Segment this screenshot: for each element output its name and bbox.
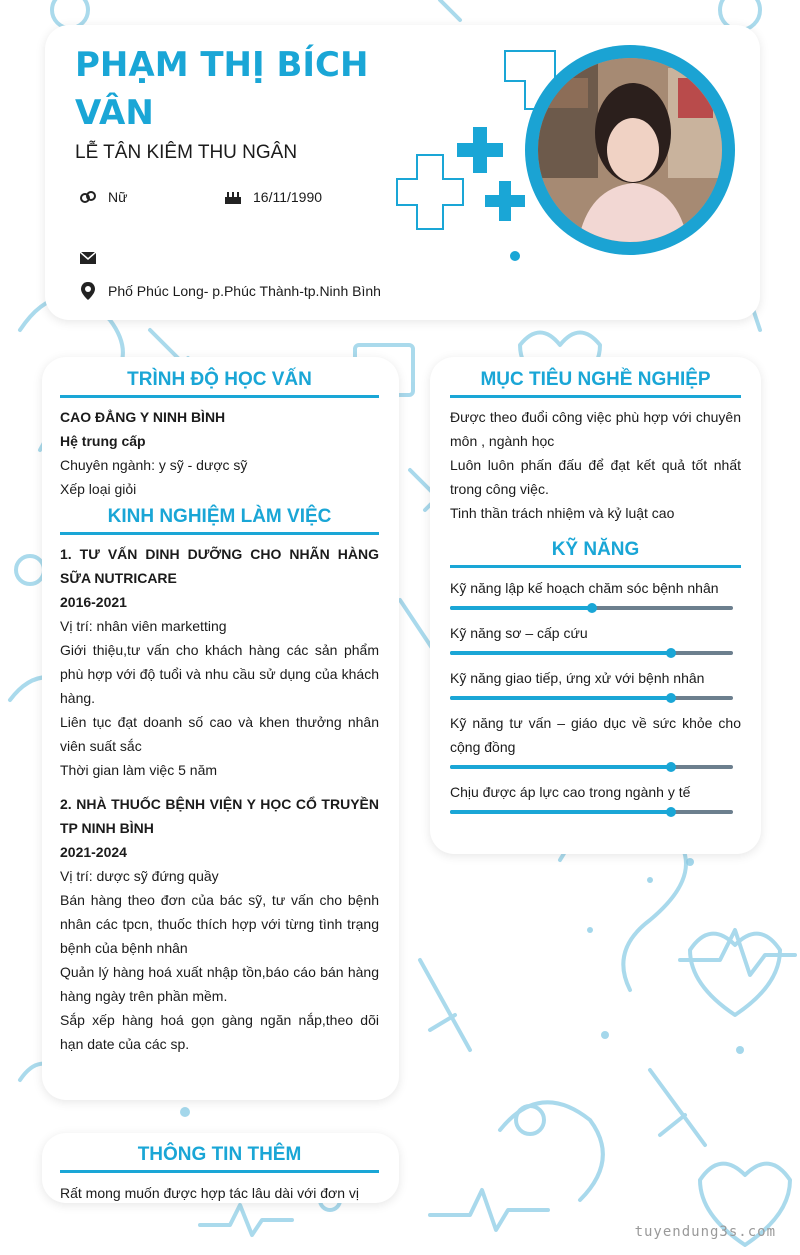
experience-job-2 bbox=[60, 792, 379, 1056]
job-line: Liên tục đạt doanh số cao và khen thưởng nhân viên suất sắc bbox=[60, 714, 379, 754]
education-body bbox=[60, 405, 379, 501]
education-grade: Xếp loại giỏi bbox=[60, 481, 137, 497]
education-school: CAO ĐẲNG Y NINH BÌNH bbox=[60, 409, 226, 425]
pill-icon bbox=[16, 556, 44, 584]
map-pin-icon bbox=[78, 283, 98, 299]
skill-bar-fill bbox=[450, 696, 671, 700]
education-system: Hệ trung cấp bbox=[60, 433, 146, 449]
skill-bar-fill bbox=[450, 606, 592, 610]
address-value: Phố Phúc Long- p.Phúc Thành-tp.Ninh Bình bbox=[108, 283, 381, 299]
skill-bar bbox=[450, 606, 733, 610]
skill-bar-fill bbox=[450, 765, 671, 769]
syringe-icon bbox=[650, 1070, 705, 1145]
job-line: Vị trí: nhân viên marketting bbox=[60, 618, 227, 634]
stethoscope-icon bbox=[52, 0, 88, 28]
syringe-icon bbox=[420, 960, 470, 1050]
job-line: Bán hàng theo đơn của bác sỹ, tư vấn cho bệnh nhân các tpcn, thuốc thích hợp với từng tình trạng bệnh của bệnh nhân bbox=[60, 892, 379, 956]
candidate-name: PHẠM THỊ BÍCH VÂN bbox=[75, 45, 369, 133]
skill-label: Kỹ năng giao tiếp, ứng xử với bệnh nhân bbox=[450, 670, 705, 686]
extra-text: Rất mong muốn được hợp tác lâu dài với đơn vị bbox=[60, 1185, 360, 1201]
heartbeat-icon bbox=[200, 1205, 292, 1235]
birthday-row bbox=[223, 189, 322, 205]
heartbeat-icon bbox=[430, 1190, 548, 1230]
job-period: 2021-2024 bbox=[60, 844, 127, 860]
skills-title: KỸ NĂNG bbox=[450, 539, 741, 568]
email-row bbox=[78, 250, 108, 266]
address-row bbox=[78, 283, 381, 299]
objective-line: Tinh thần trách nhiệm và kỷ luật cao bbox=[450, 505, 675, 521]
skill-label: Kỹ năng sơ – cấp cứu bbox=[450, 625, 588, 641]
education-major: Chuyên ngành: y sỹ - dược sỹ bbox=[60, 457, 248, 473]
skill-bar-fill bbox=[450, 810, 671, 814]
job-line: Sắp xếp hàng hoá gọn gàng ngăn nắp,theo dõi hạn date của các sp. bbox=[60, 1012, 379, 1052]
objective-skills-card bbox=[430, 357, 761, 854]
extra-title: THÔNG TIN THÊM bbox=[60, 1144, 379, 1173]
objective-body bbox=[450, 405, 741, 525]
skill-bar-knob bbox=[666, 807, 676, 817]
job-period: 2016-2021 bbox=[60, 594, 127, 610]
birthday-cake-icon bbox=[223, 189, 243, 205]
job-company: 1. TƯ VẤN DINH DƯỠNG CHO NHÃN HÀNG SỮA NUTRICARE bbox=[60, 546, 379, 586]
skill-bar-knob bbox=[666, 762, 676, 772]
skill-bar-knob bbox=[587, 603, 597, 613]
gender-icon bbox=[78, 189, 98, 205]
profile-photo-frame bbox=[525, 45, 735, 255]
job-line: Thời gian làm việc 5 năm bbox=[60, 762, 218, 778]
birthday-value: 16/11/1990 bbox=[253, 189, 323, 205]
syringe-icon bbox=[440, 0, 460, 20]
experience-job-1 bbox=[60, 542, 379, 782]
skill-bar bbox=[450, 765, 733, 769]
skill-label: Kỹ năng tư vấn – giáo dục về sức khỏe cho cộng đồng bbox=[450, 715, 741, 755]
header-card bbox=[45, 25, 760, 320]
job-line: Giới thiệu,tư vấn cho khách hàng các sản phẩm phù hợp với độ tuổi và nhu cầu sử dụng của khách hàng. bbox=[60, 642, 379, 706]
education-experience-card bbox=[42, 357, 399, 1100]
gender-value: Nữ bbox=[108, 189, 128, 205]
skill-bar bbox=[450, 696, 733, 700]
job-company: 2. NHÀ THUỐC BỆNH VIỆN Y HỌC CỔ TRUYỀN TP NINH BÌNH bbox=[60, 796, 379, 836]
skill-bar-knob bbox=[666, 648, 676, 658]
profile-photo bbox=[538, 58, 722, 242]
skill-bar-fill bbox=[450, 651, 671, 655]
job-line: Quản lý hàng hoá xuất nhập tồn,báo cáo bán hàng hàng ngày trên phần mềm. bbox=[60, 964, 379, 1004]
skill-label: Chịu được áp lực cao trong ngành y tế bbox=[450, 784, 691, 800]
education-title: TRÌNH ĐỘ HỌC VẤN bbox=[60, 369, 379, 398]
skill-bar bbox=[450, 651, 733, 655]
gender-row bbox=[78, 189, 127, 205]
job-line: Vị trí: dược sỹ đứng quầy bbox=[60, 868, 219, 884]
objective-line: Được theo đuổi công việc phù hợp với chuyên môn , ngành học bbox=[450, 409, 741, 449]
heart-icon bbox=[690, 934, 780, 1015]
stethoscope-icon bbox=[516, 1106, 544, 1134]
job-title: LỄ TÂN KIÊM THU NGÂN bbox=[75, 142, 298, 163]
skill-bar-knob bbox=[666, 693, 676, 703]
objective-line: Luôn luôn phấn đấu để đạt kết quả tốt nhất trong công việc. bbox=[450, 457, 741, 497]
experience-title: KINH NGHIỆM LÀM VIỆC bbox=[60, 506, 379, 535]
extra-info-card bbox=[42, 1133, 399, 1203]
watermark: tuyendung3s.com bbox=[634, 1224, 776, 1240]
envelope-icon bbox=[78, 250, 98, 266]
objective-title: MỤC TIÊU NGHỀ NGHIỆP bbox=[450, 369, 741, 398]
skill-label: Kỹ năng lập kế hoạch chăm sóc bệnh nhân bbox=[450, 580, 719, 596]
skill-bar bbox=[450, 810, 733, 814]
